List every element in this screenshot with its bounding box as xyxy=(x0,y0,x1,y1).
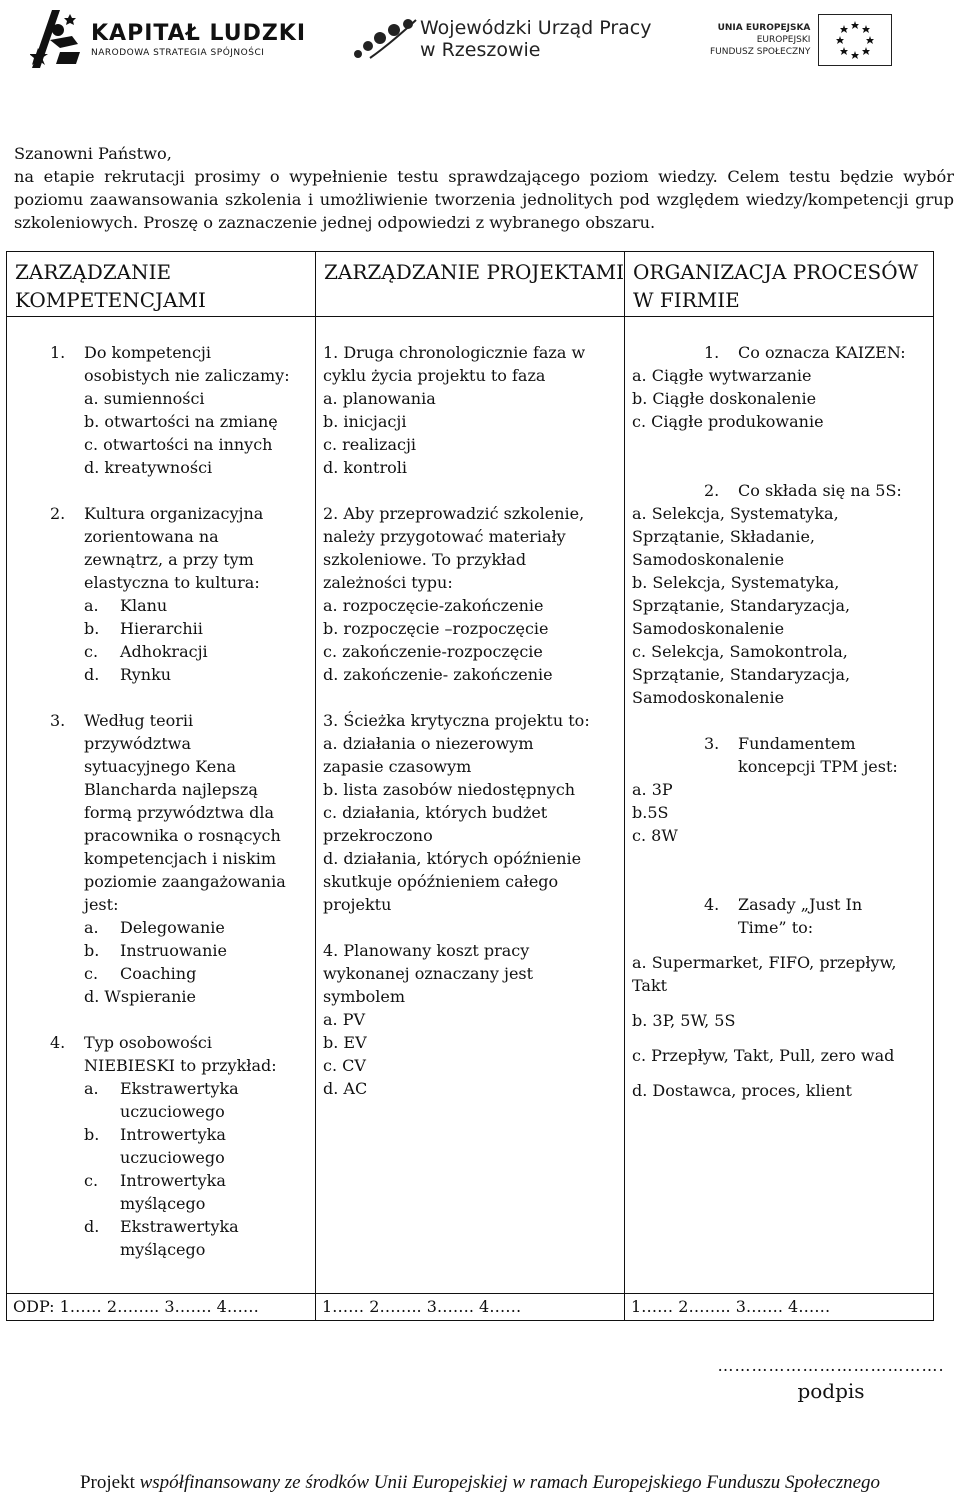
c1-q4-option-c: c. Introwertyka xyxy=(84,1171,226,1190)
c2-q2-option-b: b. rozpoczęcie –rozpoczęcie xyxy=(323,619,549,638)
c3-question-3: 3. Fundamentem koncepcji TPM jest: a. 3P b.5S c. 8W xyxy=(632,732,927,847)
kapital-ludzki-logo xyxy=(30,8,306,70)
c3-q2-option-a: a. Selekcja, Systematyka, xyxy=(632,504,839,523)
answer-field-competencies[interactable]: ODP: 1…… 2…….. 3……. 4…… xyxy=(7,1294,316,1321)
c1-q2-option-a: a. Klanu xyxy=(84,596,168,615)
c2-q2-option-d: d. zakończenie- zakończenie xyxy=(323,665,553,684)
wup-logo xyxy=(350,14,652,64)
c2-q1-option-c: c. realizacji xyxy=(323,435,417,454)
wup-mark xyxy=(350,14,420,64)
c3-question-2: 2. Co składa się na 5S: a. Selekcja, Systematyka, Sprzątanie, Składanie, Samodoskonalenie b. Selekcja, Systematyka, Sprzątanie, Standaryzacja, Samodoskonalenie c. Selekcja, Samokontrola, Sprzątanie, Standaryzacja, Samodoskonalenie xyxy=(632,479,927,709)
c2-q2-option-a: a. rozpoczęcie-zakończenie xyxy=(323,596,544,615)
c1-q2-option-b: b. Hierarchii xyxy=(84,619,203,638)
answer-field-processes[interactable]: 1…… 2…….. 3……. 4…… xyxy=(625,1294,934,1321)
c1-q2-option-c: c. Adhokracji xyxy=(84,642,208,661)
greeting: Szanowni Państwo, xyxy=(14,144,172,163)
column-title-processes: ORGANIZACJA PROCESÓW W FIRMIE xyxy=(625,252,934,317)
c2-q3-option-b: b. lista zasobów niedostępnych xyxy=(323,780,576,799)
footer-prefix: Projekt xyxy=(79,1472,140,1493)
processes-questions xyxy=(625,317,934,1294)
intro-body: na etapie rekrutacji prosimy o wypełnienie testu sprawdzającego poziom wiedzy. Celem testu będzie wybór poziomu zaawansowania szkolenia i umożliwienie tworzenia jednolitych pod względem wiedzy/kompetencji grup szkoleniowych. Proszę o zaznaczenie jednej odpowiedzi z wybranego obszaru. xyxy=(14,167,954,232)
c1-q3-option-d: d. Wspieranie xyxy=(84,987,196,1006)
c2-q1-option-b: b. inicjacji xyxy=(323,412,407,431)
wup-line1: Wojewódzki Urząd Pracy xyxy=(420,17,652,39)
c3-q4-option-b: b. 3P, 5W, 5S xyxy=(632,1011,736,1030)
c2-q4-option-a: a. PV xyxy=(323,1010,366,1029)
c2-q4-option-b: b. EV xyxy=(323,1033,367,1052)
c2-question-3: 3. Ścieżka krytyczna projektu to: a. działania o niezerowym zapasie czasowym b. lista zasobów niedostępnych c. działania, których budżet przekroczono d. działania, których opóźnienie skutkuje opóźnieniem całego projektu xyxy=(323,709,618,916)
c2-q2-option-c: c. zakończenie-rozpoczęcie xyxy=(323,642,543,661)
c3-q3-option-a: a. 3P xyxy=(632,780,673,799)
header xyxy=(0,0,960,80)
c3-q4-option-c: c. Przepływ, Takt, Pull, zero wad xyxy=(632,1046,895,1065)
c3-q4-option-a: a. Supermarket, FIFO, przepływ, xyxy=(632,953,897,972)
c1-question-1: 1. Do kompetencji osobistych nie zaliczamy: a. sumienności b. otwartości na zmianę c. otwartości na innych d. kreatywności xyxy=(14,341,309,479)
signature-block xyxy=(706,1356,956,1403)
c3-q1-option-a: a. Ciągłe wytwarzanie xyxy=(632,366,812,385)
signature-line[interactable]: …………………………………. xyxy=(717,1356,945,1375)
c2-q3-option-d: d. działania, których opóźnienie xyxy=(323,849,582,868)
c3-q4-option-d: d. Dostawca, proces, klient xyxy=(632,1081,852,1100)
c1-q3-option-a: a. Delegowanie xyxy=(84,918,225,937)
c2-q1-option-d: d. kontroli xyxy=(323,458,407,477)
c2-q1-option-a: a. planowania xyxy=(323,389,436,408)
c1-q3-option-b: b. Instruowanie xyxy=(84,941,227,960)
column-title-competencies: ZARZĄDZANIE KOMPETENCJAMI xyxy=(7,252,316,317)
ue-logo xyxy=(710,14,892,66)
c1-q1-option-d: d. kreatywności xyxy=(84,458,213,477)
c1-q4-option-d: d. Ekstrawertyka xyxy=(84,1217,239,1236)
c2-q4-option-c: c. CV xyxy=(323,1056,366,1075)
eu-flag-icon xyxy=(818,14,892,66)
competencies-questions xyxy=(7,317,316,1294)
footer xyxy=(0,1472,960,1494)
kl-subtitle: NARODOWA STRATEGIA SPÓJNOŚCI xyxy=(91,47,265,58)
c3-q1-option-c: c. Ciągłe produkowanie xyxy=(632,412,824,431)
wup-line2: w Rzeszowie xyxy=(420,39,541,61)
c1-question-2: 2. Kultura organizacyjna zorientowana na zewnątrz, a przy tym elastyczna to kultura: a. Klanu b. Hierarchii c. Adhokracji d. Rynku xyxy=(14,502,309,686)
c2-q3-option-a: a. działania o niezerowym xyxy=(323,734,534,753)
quiz-table xyxy=(6,251,934,1321)
projects-questions xyxy=(316,317,625,1294)
signature-label: podpis xyxy=(797,1379,865,1403)
c1-question-3: 3. Według teorii przywództwa sytuacyjnego Kena Blancharda najlepszą formą przywództwa dla pracownika o rosnących kompetencjach i niskim poziomie zaangażowania jest: a. Delegowanie b. Instruowanie c. Coaching d. Wspieranie xyxy=(14,709,309,1008)
c1-q4-option-b: b. Introwertyka xyxy=(84,1125,226,1144)
c3-q3-option-c: c. 8W xyxy=(632,826,678,845)
kl-name: KAPITAŁ LUDZKI xyxy=(91,20,307,46)
intro-text xyxy=(14,142,954,234)
c1-q1-option-c: c. otwartości na innych xyxy=(84,435,273,454)
c3-q2-option-b: b. Selekcja, Systematyka, xyxy=(632,573,840,592)
c1-q4-option-a: a. Ekstrawertyka xyxy=(84,1079,239,1098)
answer-field-projects[interactable]: 1…… 2…….. 3……. 4…… xyxy=(316,1294,625,1321)
c3-question-4: 4. Zasady „Just In Time” to: a. Supermarket, FIFO, przepływ, Takt b. 3P, 5W, 5S c. Przepływ, Takt, Pull, zero wad d. Dostawca, proces, klient xyxy=(632,893,927,1102)
c2-question-4: 4. Planowany koszt pracy wykonanej oznaczany jest symbolem a. PV b. EV c. CV d. AC xyxy=(323,939,618,1100)
kapital-ludzki-mark xyxy=(30,8,85,70)
footer-text: współfinansowany ze środków Unii Europejskiej w ramach Europejskiego Funduszu Społecznego xyxy=(139,1472,881,1493)
c2-q4-option-d: d. AC xyxy=(323,1079,368,1098)
c1-q3-option-c: c. Coaching xyxy=(84,964,197,983)
c1-q1-option-b: b. otwartości na zmianę xyxy=(84,412,278,431)
c1-q2-option-d: d. Rynku xyxy=(84,665,172,684)
c2-question-2: 2. Aby przeprowadzić szkolenie, należy przygotować materiały szkoleniowe. To przykład zależności typu: a. rozpoczęcie-zakończenie b. rozpoczęcie –rozpoczęcie c. zakończenie-rozpoczęcie d. zakończenie- zakończenie xyxy=(323,502,618,686)
c3-q3-option-b: b.5S xyxy=(632,803,669,822)
c2-q3-option-c: c. działania, których budżet xyxy=(323,803,548,822)
c1-q1-option-a: a. sumienności xyxy=(84,389,205,408)
c3-q1-option-b: b. Ciągłe doskonalenie xyxy=(632,389,817,408)
c1-question-4: 4. Typ osobowości NIEBIESKI to przykład: a. Ekstrawertyka uczuciowego b. Introwertyka uczuciowego c. Introwertyka myślącego d. Ekstrawertyka myślącego xyxy=(14,1031,309,1261)
c3-question-1: 1. Co oznacza KAIZEN: a. Ciągłe wytwarzanie b. Ciągłe doskonalenie c. Ciągłe produkowanie xyxy=(632,341,927,433)
column-title-projects: ZARZĄDZANIE PROJEKTAMI xyxy=(316,252,625,317)
ue-line2: EUROPEJSKI xyxy=(756,35,811,45)
ue-line3: FUNDUSZ SPOŁECZNY xyxy=(710,47,811,57)
c3-q2-option-c: c. Selekcja, Samokontrola, xyxy=(632,642,848,661)
ue-line1: UNIA EUROPEJSKA xyxy=(717,23,811,33)
c2-question-1: 1. Druga chronologicznie faza w cyklu życia projektu to faza a. planowania b. inicjacji c. realizacji d. kontroli xyxy=(323,341,618,479)
